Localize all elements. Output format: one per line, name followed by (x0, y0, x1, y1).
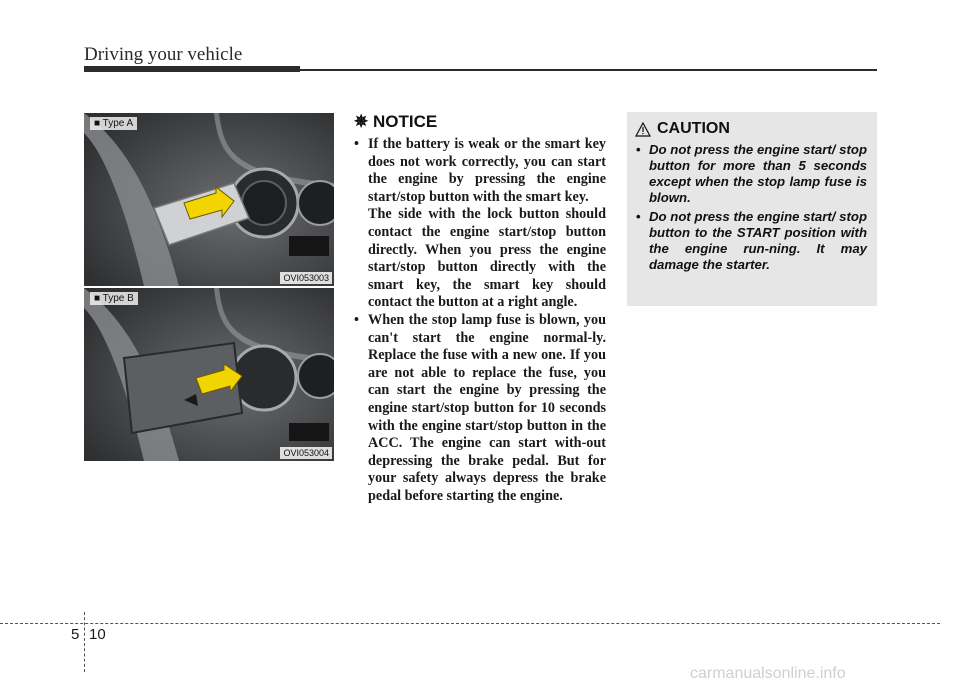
notice-item-text: • When the stop lamp fuse is blown, you can't start the engine normal-ly. Replace the fuse with a new one. If you are not able to replace the fuse, you can start the engine by pressing the engine start/stop button for 10 seconds with the engine start/stop button in the ACC. The engine can start with-out depressing the brake pedal. But for your safety always depress the brake pedal before starting the engine. (368, 311, 606, 504)
notice-section (354, 112, 606, 505)
page-header-title: Driving your vehicle (84, 44, 243, 65)
figure-type-b-code: OVI053004 (280, 447, 332, 459)
warning-triangle-icon (635, 122, 651, 137)
page-number: 10 (89, 626, 106, 643)
footer-rule (0, 623, 940, 624)
caution-list (635, 142, 867, 273)
chapter-number: 5 (71, 626, 80, 643)
header-rule-thick (84, 66, 300, 72)
notice-item (354, 312, 606, 506)
figure-type-a-code: OVI053003 (280, 272, 332, 284)
figure-type-b (84, 288, 334, 461)
notice-item-text-continued: The side with the lock button should contact the engine start/stop button directly. When you press the engine start/stop button directly with the smart key, the smart key should contact the button at a right angle. (368, 206, 606, 311)
caution-box (627, 112, 877, 306)
watermark: carmanualsonline.info (690, 665, 846, 682)
notice-item-text: • If the battery is weak or the smart key does not work correctly, you can start the engine by pressing the engine start/stop button with the smart key. (368, 136, 606, 205)
footer-divider (84, 612, 85, 672)
caution-item: • Do not press the engine start/ stop button for more than 5 seconds except when the stop lamp fuse is blown. (635, 142, 867, 206)
smart-key-type-b-illustration (84, 288, 334, 461)
notice-list (354, 136, 606, 505)
header-rule-thin (300, 69, 877, 71)
figure-type-a (84, 113, 334, 286)
caution-heading-text: CAUTION (657, 120, 730, 137)
caution-item: • Do not press the engine start/ stop button to the START position with the engine run-ning. It may damage the starter. (635, 209, 867, 273)
caution-heading (635, 120, 867, 138)
notice-heading: ✵ NOTICE (354, 112, 438, 131)
notice-item (354, 136, 606, 312)
smart-key-type-a-illustration (84, 113, 334, 286)
figure-type-b-label: ■ Type B (90, 292, 138, 305)
figure-type-a-label: ■ Type A (90, 117, 137, 130)
